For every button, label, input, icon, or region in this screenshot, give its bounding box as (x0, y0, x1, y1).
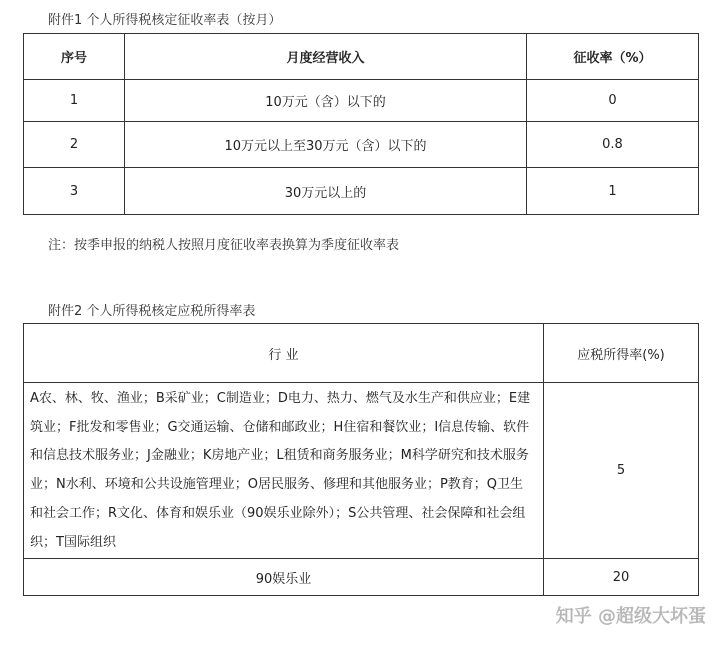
table-row (24, 383, 699, 559)
cell-number: 2 (24, 122, 125, 168)
tax-rate-table-monthly (23, 33, 699, 215)
cell-number: 3 (24, 168, 125, 215)
cell-income: 10万元（含）以下的 (125, 80, 527, 122)
column-header-rate: 征收率（%） (527, 34, 699, 80)
cell-industry: 90娱乐业 (24, 559, 544, 596)
cell-number: 1 (24, 80, 125, 122)
table1-note: 注：按季申报的纳税人按照月度征收率表换算为季度征收率表 (48, 238, 400, 253)
cell-rate: 0 (527, 80, 699, 122)
cell-taxable-rate: 20 (544, 559, 699, 596)
cell-taxable-rate: 5 (544, 383, 699, 559)
zhihu-watermark: 知乎 @超级大坏蛋 (555, 606, 706, 627)
cell-income: 10万元以上至30万元（含）以下的 (125, 122, 527, 168)
column-header-taxable-rate: 应税所得率(%) (544, 324, 699, 383)
table-header-row (24, 324, 699, 383)
table-row (24, 122, 699, 168)
table-row (24, 559, 699, 596)
cell-rate: 1 (527, 168, 699, 215)
cell-industry: A农、林、牧、渔业；B采矿业；C制造业；D电力、热力、燃气及水生产和供应业；E建筑业；F批发和零售业；G交通运输、仓储和邮政业；H住宿和餐饮业；I信息传输、软件和信息技术服务业；J金融业；K房地产业；L租赁和商务服务业；M科学研究和技术服务业；N水利、环境和公共设施管理业；O居民服务、修理和其他服务业；P教育；Q卫生和社会工作；R文化、体育和娱乐业（90娱乐业除外）；S公共管理、社会保障和社会组织；T国际组织 (24, 383, 544, 559)
taxable-income-rate-table (23, 323, 699, 596)
cell-income: 30万元以上的 (125, 168, 527, 215)
table2-caption: 附件2 个人所得税核定应税所得率表 (48, 304, 256, 319)
table-row (24, 168, 699, 215)
table-row (24, 80, 699, 122)
column-header-industry: 行 业 (24, 324, 544, 383)
column-header-monthly-income: 月度经营收入 (125, 34, 527, 80)
cell-rate: 0.8 (527, 122, 699, 168)
table1-caption: 附件1 个人所得税核定征收率表（按月） (48, 13, 282, 28)
table-header-row (24, 34, 699, 80)
column-header-number: 序号 (24, 34, 125, 80)
